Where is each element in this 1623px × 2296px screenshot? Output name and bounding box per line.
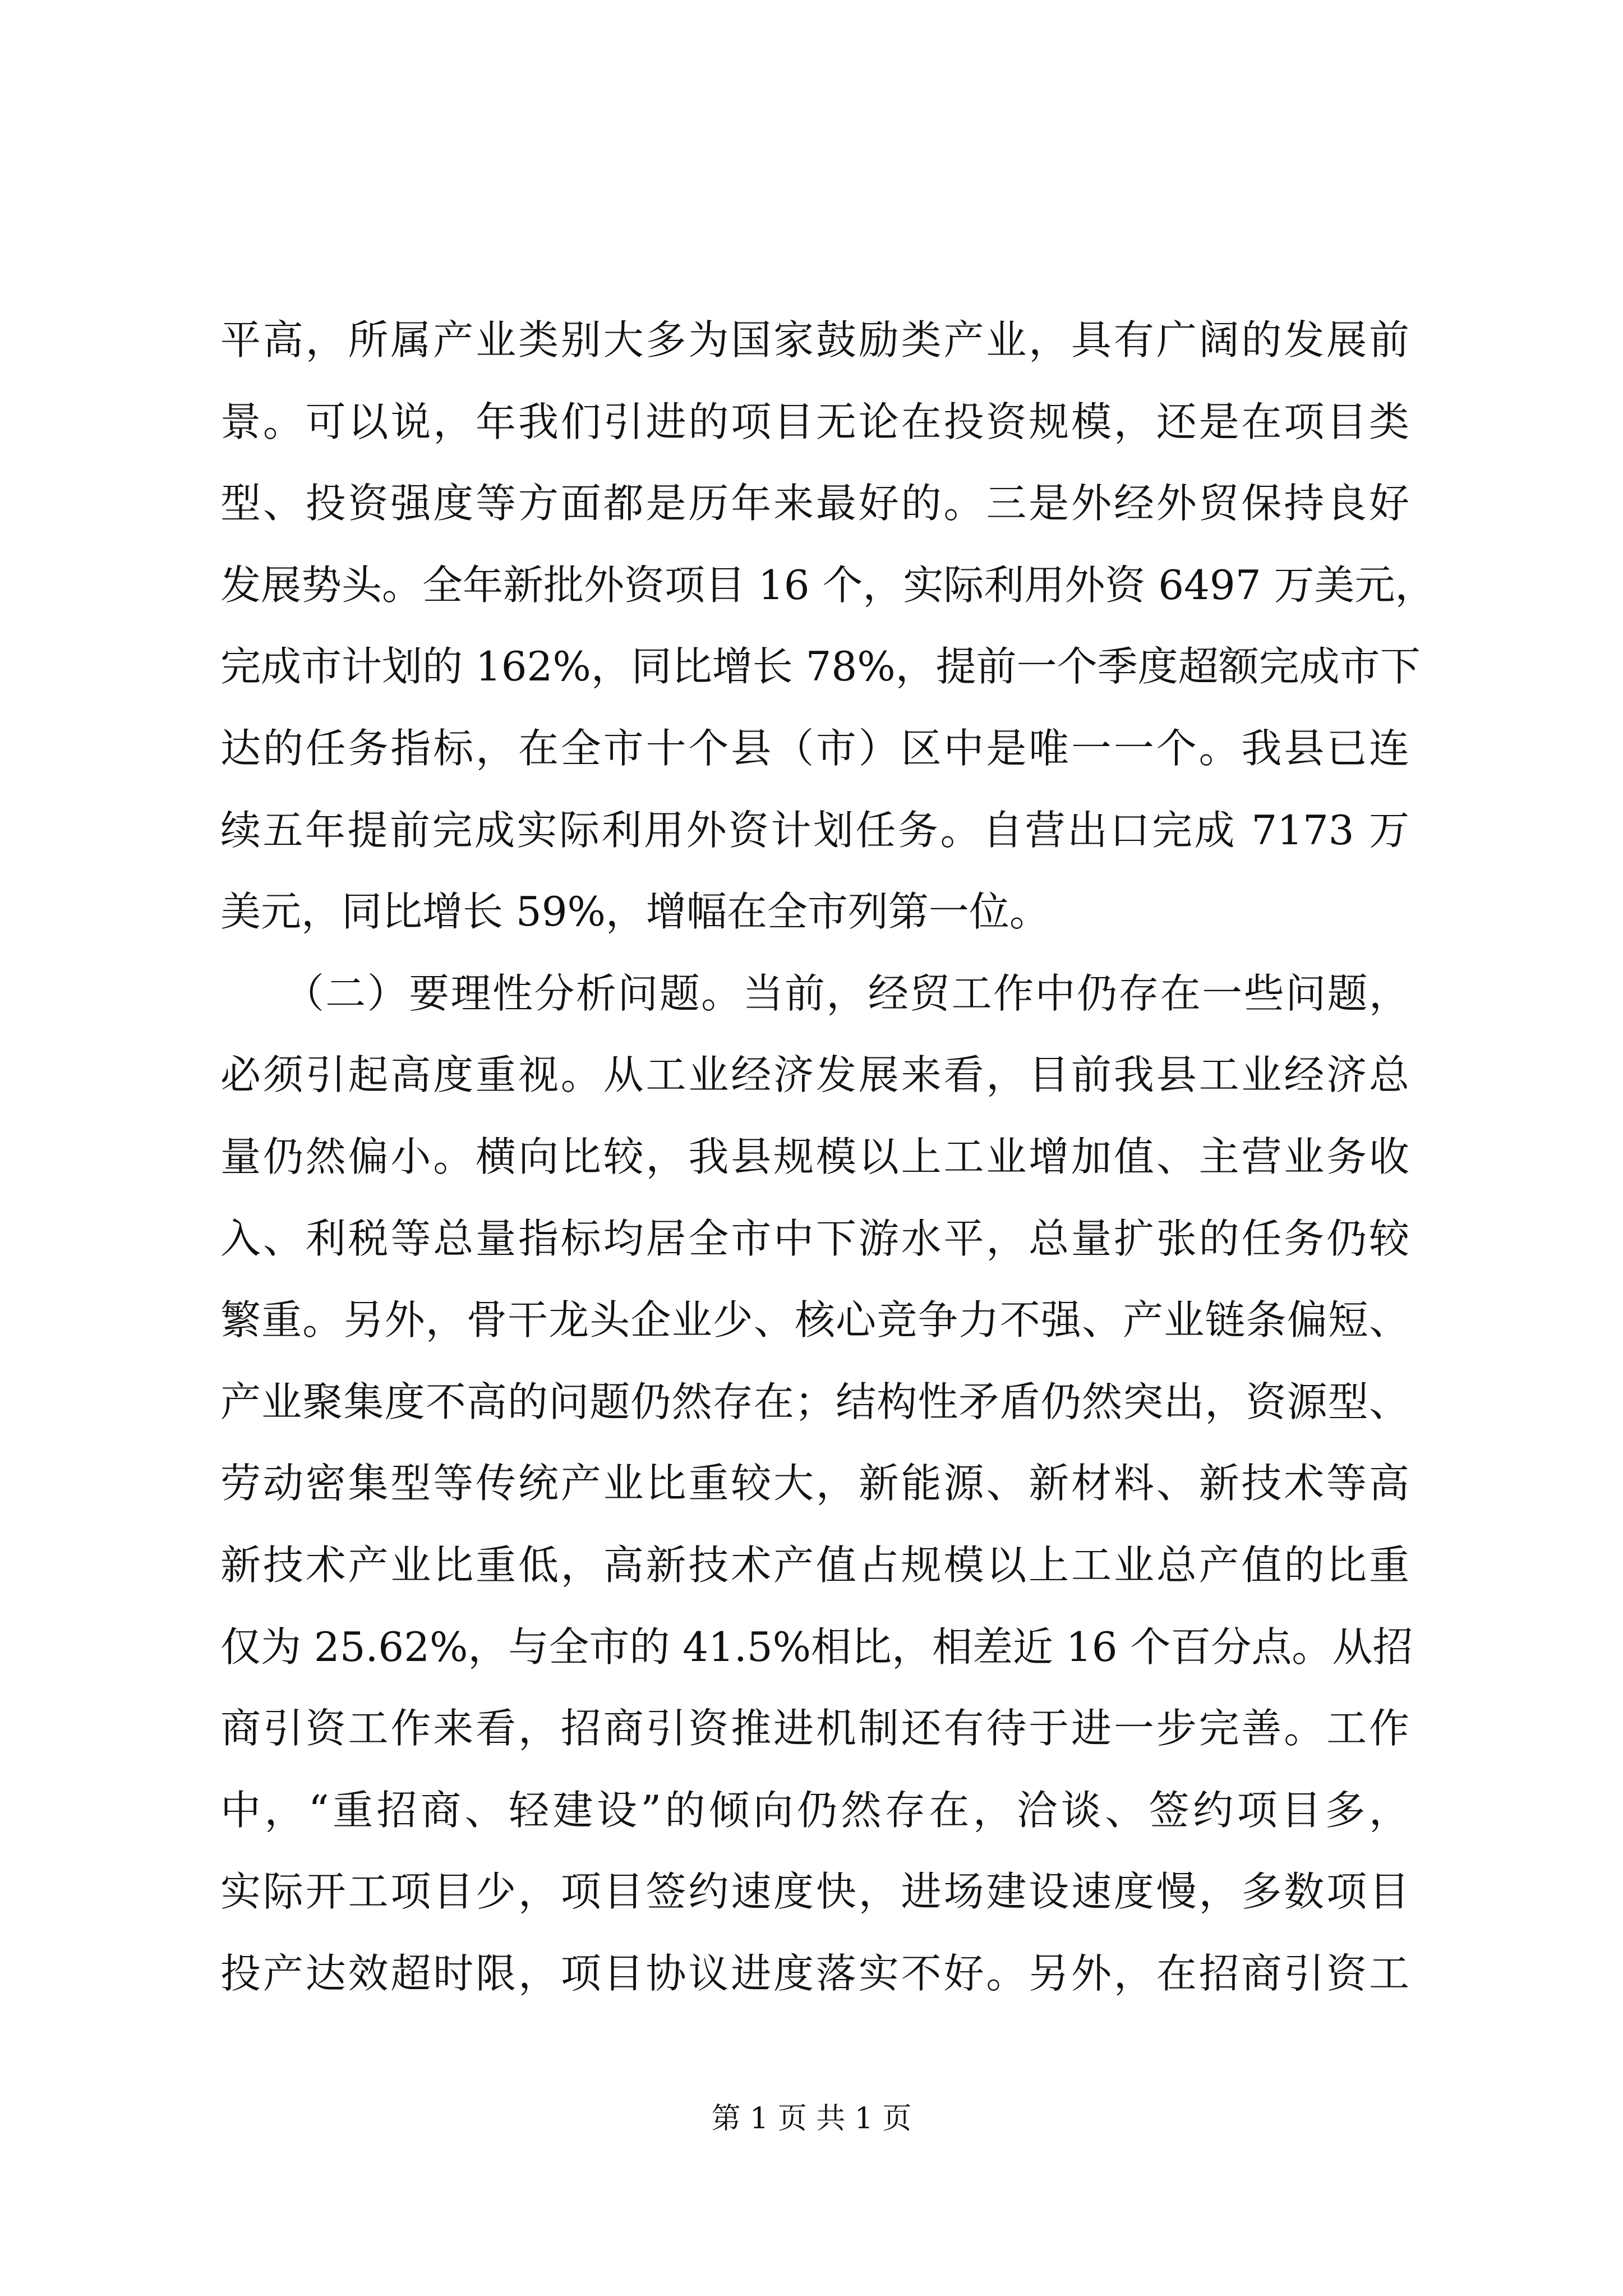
text-line-20: 实际开工项目少，项目签约速度快，进场建设速度慢，多数项目 <box>220 1868 1409 1916</box>
page-number-label: 第 1 页 共 1 页 <box>711 2102 912 2136</box>
body-text <box>220 300 1436 2014</box>
text-line-11: 量仍然偏小。横向比较，我县规模以上工业增加值、主营业务收 <box>220 1133 1409 1180</box>
text-line-6: 达的任务指标，在全市十个县（市）区中是唯一一个。我县已连 <box>220 724 1409 772</box>
text-line-18: 商引资工作来看，招商引资推进机制还有待于进一步完善。工作 <box>220 1705 1409 1752</box>
text-line-14: 产业聚集度不高的问题仍然存在；结构性矛盾仍然突出，资源型、 <box>220 1378 1409 1425</box>
text-line-13: 繁重。另外，骨干龙头企业少、核心竞争力不强、产业链条偏短、 <box>220 1296 1409 1344</box>
text-line-3: 型、投资强度等方面都是历年来最好的。三是外经外贸保持良好 <box>220 480 1409 527</box>
text-line-7: 续五年提前完成实际利用外资计划任务。自营出口完成 7173 万 <box>220 806 1409 854</box>
text-line-2: 景。可以说，年我们引进的项目无论在投资规模，还是在项目类 <box>220 398 1409 445</box>
text-line-17: 仅为 25.62%，与全市的 41.5%相比，相差近 16 个百分点。从招 <box>220 1623 1413 1671</box>
text-line-5: 完成市计划的 162%，同比增长 78%，提前一个季度超额完成市下 <box>220 643 1421 691</box>
page-footer <box>0 2099 1623 2138</box>
text-line-9: （二）要理性分析问题。当前，经贸工作中仍存在一些问题， <box>220 969 1409 1017</box>
text-line-10: 必须引起高度重视。从工业经济发展来看，目前我县工业经济总 <box>220 1051 1409 1099</box>
text-line-1: 平高，所属产业类别大多为国家鼓励类产业，具有广阔的发展前 <box>220 316 1409 364</box>
text-line-19: 中，“重招商、轻建设”的倾向仍然存在，洽谈、签约项目多， <box>220 1786 1409 1834</box>
text-line-8: 美元，同比增长 59%，增幅在全市列第一位。 <box>220 888 1050 936</box>
text-line-15: 劳动密集型等传统产业比重较大，新能源、新材料、新技术等高 <box>220 1460 1409 1507</box>
text-line-12: 入、利税等总量指标均居全市中下游水平，总量扩张的任务仍较 <box>220 1214 1409 1262</box>
text-line-21: 投产达效超时限，项目协议进度落实不好。另外，在招商引资工 <box>220 1949 1409 1997</box>
text-line-4: 发展势头。全年新批外资项目 16 个，实际利用外资 6497 万美元， <box>220 561 1436 609</box>
text-line-16: 新技术产业比重低，高新技术产值占规模以上工业总产值的比重 <box>220 1541 1409 1589</box>
